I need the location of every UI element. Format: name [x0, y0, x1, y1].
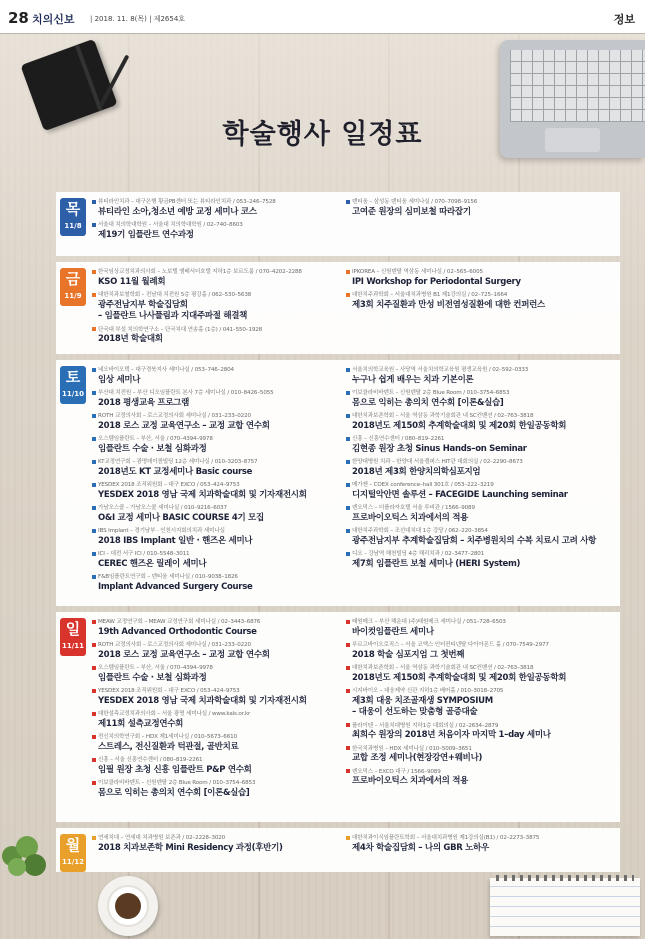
- event-title: 임플란트 수술 · 보철 심화과정: [98, 443, 207, 454]
- event-info-text: 디오 – 강남역 해천빌딩 4층 해리치과 / 02–3477–2801: [352, 551, 485, 557]
- event-title: 2018년도 제150회 추계학술대회 및 제20회 한일공동학회: [352, 672, 567, 683]
- event-info-text: 서울대 치의학대학원 – 서울대 치의학대학원 / 02–740–8603: [98, 222, 243, 228]
- day-date: 11/11: [61, 642, 85, 650]
- event-info: [346, 618, 616, 627]
- event-info: [92, 435, 342, 444]
- cup-decoration: [107, 885, 149, 927]
- bullet-icon: [92, 483, 96, 487]
- event-info-text: 대한설측교정치과의사회 – 서울 광명 세미나실 / www.kals.or.kr: [98, 711, 251, 717]
- event-title: IPI Workshop for Periodontal Surgery: [352, 276, 521, 287]
- bullet-icon: [92, 223, 96, 227]
- event-entry: [92, 458, 342, 478]
- event-title: 임상 세미나: [98, 374, 141, 385]
- event-entry: [92, 221, 342, 241]
- event-info-text: 대한치주과학회 – 서울대치과병원 B1 제1강의실 / 02–725–1664: [352, 292, 508, 298]
- event-entry: [92, 504, 342, 524]
- bullet-icon: [346, 620, 350, 624]
- day-date: 11/12: [61, 858, 85, 866]
- event-title: 2018 평생교육 프로그램: [98, 397, 190, 408]
- event-entry: [346, 389, 616, 409]
- event-title: 교합 조정 세미나(현장강연+웨비나): [352, 753, 483, 763]
- event-info-text: IBS Implant – 경기남부 · 인천시지회의치과 세미나실: [98, 528, 225, 534]
- event-title: 2018 학술 심포지엄 그 첫번째: [352, 649, 465, 660]
- event-title: YESDEX 2018 영남 국제 치과학술대회 및 기자재전시회: [98, 489, 307, 500]
- event-info-text: 대한치과이식임플란트학회 – 서울대치과병원 제1강의실(B1) / 02–2273–3875: [352, 835, 540, 841]
- event-title: 2018년 제3회 한양치의학심포지엄: [352, 466, 481, 477]
- bullet-icon: [92, 552, 96, 556]
- event-info-text: 가남오스콜 – 가남오스콜 세미나실 / 010–9216–6037: [98, 505, 227, 511]
- bullet-icon: [346, 368, 350, 372]
- event-info-text: 오스템임플란트 – 부산, 서울 / 070–4394–9978: [98, 665, 213, 671]
- event-entry: [92, 291, 342, 323]
- event-entry: [346, 435, 616, 455]
- right-column: [346, 366, 616, 573]
- event-info: [346, 722, 616, 731]
- paper-name: 치의신보: [32, 13, 75, 26]
- left-column: [92, 198, 342, 244]
- event-entry: [92, 366, 342, 386]
- bullet-icon: [346, 746, 350, 750]
- bullet-icon: [92, 327, 96, 331]
- event-info-text: 부산대 치전원 – 부산 디오임플란트 본사 7층 세미나실 / 010–8426–5055: [98, 390, 274, 396]
- event-title: 프로바이오틱스 치과에서의 적용: [352, 776, 469, 786]
- day-badge: [60, 198, 86, 236]
- bullet-icon: [92, 836, 96, 840]
- event-title: 2018 로스 교정 교육연구소 – 교정 교합 연수회: [98, 420, 270, 431]
- section-label: 정보: [613, 13, 635, 26]
- event-title: 2018년 학술대회: [98, 334, 163, 344]
- event-entry: [346, 641, 616, 661]
- event-info: [346, 481, 616, 490]
- event-info: [92, 756, 342, 765]
- event-title: 제19기 임플란트 연수과정: [98, 229, 194, 240]
- event-title: 스트레스, 전신질환과 턱관절, 골반치료: [98, 741, 239, 752]
- event-title: 김현종 원장 초청 Sinus Hands–on Seminar: [352, 443, 527, 454]
- event-info: [346, 366, 616, 375]
- bullet-icon: [92, 529, 96, 533]
- event-info-text: 단국대 부설 치의학연구소 – 단국치대 연송홀 (1층) / 041–550–1928: [98, 326, 263, 333]
- right-column: [346, 198, 616, 221]
- event-info-text: 연세치대 – 연세대 치과병원 보존과 / 02–2228–3020: [98, 835, 226, 841]
- bullet-icon: [346, 437, 350, 441]
- event-title: 제3회 대웅 치조골재생 SYMPOSIUM: [352, 695, 493, 706]
- event-entry: [92, 779, 342, 799]
- event-info: [92, 412, 342, 421]
- page-title: 학술행사 일정표: [222, 119, 423, 150]
- event-info-text: KT교정연구회 – 광명데이콤빌딩 12층 세미나실 / 010–3203–8757: [98, 459, 258, 465]
- event-entry: [346, 768, 616, 788]
- event-info: [346, 768, 616, 777]
- event-entry: [346, 745, 616, 765]
- event-info-text: 덴오믹스 – EXCO 대구 / 1566–9089: [352, 768, 441, 775]
- bullet-icon: [346, 529, 350, 533]
- event-info: [92, 481, 342, 490]
- event-info-text: 한양대병원 치과 – 한양대 서울캠퍼스 HIT관 대회의실 / 02–2290–8673: [352, 459, 523, 465]
- event-entry: [92, 412, 342, 432]
- event-info: [346, 198, 616, 207]
- day-section: [56, 262, 620, 354]
- left-column: [92, 268, 342, 349]
- event-info-text: 신흥 – 신흥연수센터 / 080–819–2261: [352, 436, 445, 442]
- event-info-text: IPKOREA – 신원덴탈 역삼동 세미나실 / 02–565–6005: [352, 269, 483, 275]
- event-info: [92, 389, 342, 398]
- left-column: [92, 618, 342, 802]
- event-info-text: 이보클라비바덴트 – 신원덴탈 2층 Blue Room / 010–3754–6853: [352, 390, 510, 396]
- event-info: [346, 389, 616, 398]
- event-info-text: MEAW 교정연구회 – MEAW 교정연구회 세미나실 / 02–3443–6876: [98, 619, 261, 625]
- bullet-icon: [346, 460, 350, 464]
- bullet-icon: [346, 689, 350, 693]
- event-title: 바이컷임플란트 세미나: [352, 626, 434, 637]
- bullet-icon: [346, 836, 350, 840]
- bullet-icon: [92, 689, 96, 693]
- event-title: 제4차 학술집담회 – 나의 GBR 노하우: [352, 842, 489, 853]
- event-info: [92, 618, 342, 627]
- event-entry: [346, 291, 616, 311]
- event-title: 2018 로스 교정 교육연구소 – 교정 교합 연수회: [98, 649, 270, 660]
- event-info: [346, 458, 616, 467]
- right-column: [346, 834, 616, 857]
- bullet-icon: [92, 666, 96, 670]
- event-entry: [92, 618, 342, 638]
- bullet-icon: [346, 666, 350, 670]
- bullet-icon: [92, 414, 96, 418]
- event-info: [92, 504, 342, 513]
- coffee-decoration: [115, 893, 141, 919]
- coffee-cup-decoration: [98, 876, 158, 936]
- bullet-icon: [92, 735, 96, 739]
- event-entry: [346, 458, 616, 478]
- event-entry: [346, 504, 616, 524]
- event-info: [92, 458, 342, 467]
- spiral-notebook-decoration: [490, 878, 640, 936]
- event-entry: [346, 268, 616, 288]
- bullet-icon: [92, 575, 96, 579]
- event-info: [92, 221, 342, 230]
- event-title-subline: – 임플란트 나사풀림과 지대주파절 해결책: [98, 311, 248, 321]
- day-date: 11/8: [64, 222, 82, 230]
- event-info: [92, 198, 342, 207]
- event-title: 뷰티라인 소아,청소년 예방 교정 세미나 코스: [98, 206, 257, 217]
- bullet-icon: [92, 368, 96, 372]
- event-info: [346, 641, 616, 650]
- bullet-icon: [92, 270, 96, 274]
- event-info-text: 덴오믹스 – 더플라자호텔 서울 루비관 / 1566–9089: [352, 505, 475, 511]
- event-entry: [346, 527, 616, 547]
- event-title: O&I 교정 세미나 BASIC COURSE 4기 모집: [98, 512, 264, 523]
- event-entry: [92, 573, 342, 593]
- bullet-icon: [346, 552, 350, 556]
- event-info-text: ROTH 교정의사회 – 로스교정의사회 세미나실 / 031–233–0220: [98, 413, 251, 419]
- page-header: [0, 0, 645, 34]
- event-info: [346, 687, 616, 696]
- event-title: 디지털악안면 솔루션 – FACEGIDE Launching seminar: [352, 489, 568, 500]
- day-badge: [60, 268, 86, 306]
- event-info-text: ROTH 교정의사회 – 로스교정의사회 세미나실 / 031–233–0220: [98, 642, 251, 648]
- event-entry: [346, 412, 616, 432]
- bullet-icon: [346, 643, 350, 647]
- event-info-text: ICI – 대전 서구 ICI / 010–5548–3011: [98, 551, 190, 557]
- bullet-icon: [92, 391, 96, 395]
- event-title: 2018년도 KT 교정세미나 Basic course: [98, 466, 253, 477]
- event-title-subline: – 대웅이 선도하는 맞춤형 골증대술: [352, 707, 478, 717]
- event-title: CEREC 핸즈온 릴레이 세미나: [98, 558, 207, 569]
- bullet-icon: [92, 620, 96, 624]
- event-entry: [92, 268, 342, 288]
- bullet-icon: [92, 643, 96, 647]
- bullet-icon: [346, 414, 350, 418]
- event-title: 광주전남지부 추계학술집담회 – 치주병원치의 수복 치료시 고려 사항: [352, 535, 597, 546]
- event-info-text: 오스템임플란트 – 부산, 서울 / 070–4394–9978: [98, 436, 213, 442]
- event-title: 제7회 임플란트 보철 세미나 (HERI System): [352, 558, 521, 569]
- day-section: [56, 612, 620, 822]
- issue-info: | 2018. 11. 8(목) | 제2654호: [90, 15, 186, 23]
- event-title: 19th Advanced Orthodontic Course: [98, 626, 257, 637]
- event-info: [92, 326, 342, 335]
- event-info: [346, 504, 616, 513]
- event-title: 2018 치과보존학 Mini Residency 과정(후반기): [98, 842, 283, 853]
- event-entry: [92, 641, 342, 661]
- event-info: [92, 641, 342, 650]
- event-title: YESDEX 2018 영남 국제 치과학술대회 및 기자재전시회: [98, 695, 307, 706]
- event-entry: [92, 435, 342, 455]
- event-info-text: 한국임상교정치과의사회 – 노보텔 앰배서더호텔 지하1층 보르도룸 / 070–4202–2288: [98, 269, 302, 275]
- event-info: [346, 527, 616, 536]
- bullet-icon: [346, 293, 350, 297]
- event-title: 최희수 원장의 2018년 처음이자 마지막 1–day 세미나: [352, 730, 551, 740]
- event-info-text: 대한치주과학회 – 조선대치대 1층 강당 / 062–220–3854: [352, 528, 488, 534]
- event-info: [346, 291, 616, 300]
- event-info: [92, 291, 342, 300]
- event-entry: [92, 481, 342, 501]
- event-info: [346, 664, 616, 673]
- day-label: 일: [65, 620, 81, 638]
- bullet-icon: [92, 712, 96, 716]
- event-info-text: 대한치과보존학회 – 서울 역삼동 과학기술회관 내 SC컨벤션 / 02–763–3818: [352, 665, 534, 671]
- event-entry: [92, 687, 342, 707]
- event-info: [92, 834, 342, 843]
- event-entry: [92, 198, 342, 218]
- day-badge: [60, 834, 86, 872]
- bullet-icon: [92, 437, 96, 441]
- bullet-icon: [92, 200, 96, 204]
- event-entry: [92, 834, 342, 854]
- event-info: [346, 745, 616, 754]
- bullet-icon: [346, 723, 350, 727]
- event-entry: [346, 687, 616, 719]
- event-title: Implant Advanced Surgery Course: [98, 581, 253, 592]
- event-entry: [92, 710, 342, 730]
- event-entry: [92, 550, 342, 570]
- event-info: [92, 710, 342, 719]
- bullet-icon: [346, 506, 350, 510]
- event-info: [346, 268, 616, 277]
- bullet-icon: [92, 293, 96, 297]
- event-entry: [346, 198, 616, 218]
- event-entry: [346, 481, 616, 501]
- event-entry: [346, 834, 616, 854]
- day-section: [56, 360, 620, 606]
- event-entry: [346, 722, 616, 742]
- event-title: 임플란트 수술 · 보철 심화과정: [98, 672, 207, 683]
- event-title: 몸으로 익히는 총의치 연수회 [이론&실습]: [352, 397, 504, 408]
- event-info: [92, 733, 342, 742]
- event-info-text: 덴티움 – 삼성동 덴티움 세미나실 / 070–7098–9156: [352, 199, 478, 205]
- event-title: 제3회 치주질환과 만성 비전염성질환에 대한 컨퍼런스: [352, 299, 545, 310]
- event-info-text: 대한치과보존학회 – 서울 역삼동 과학기술회관 내 SC컨벤션 / 02–763–3818: [352, 413, 534, 419]
- day-label: 토: [65, 368, 81, 386]
- day-label: 월: [65, 836, 81, 854]
- event-info: [346, 834, 616, 843]
- event-info-text: 대한치과보철학회 – 전남대 치전원 5층 평강홀 / 062–530–5638: [98, 292, 252, 298]
- event-entry: [92, 756, 342, 776]
- day-section: [56, 192, 620, 256]
- event-info: [92, 687, 342, 696]
- event-entry: [92, 664, 342, 684]
- day-label: 금: [65, 270, 81, 288]
- event-info-text: F&B임플란트연구회 – 덴티움 세미나실 / 010–9038–1826: [98, 574, 238, 580]
- bullet-icon: [92, 758, 96, 762]
- event-info-text: 전신치의학연구회 – HDX 제1세미나실 / 010–5673–6610: [98, 734, 237, 740]
- event-info-text: 이보클라비바덴트 – 신원덴탈 2층 Blue Room / 010–3754–6853: [98, 780, 256, 786]
- event-info: [92, 664, 342, 673]
- event-title: 프로바이오틱스 치과에서의 적용: [352, 512, 469, 523]
- event-entry: [92, 733, 342, 753]
- event-info: [346, 412, 616, 421]
- event-title: 2018 IBS Implant 일반 · 핸즈온 세미나: [98, 535, 253, 546]
- event-info: [92, 268, 342, 277]
- event-info: [92, 366, 342, 375]
- event-info-text: 신흥 – 서울 신흥연수센터 / 080–819–2261: [98, 757, 203, 763]
- event-info-text: 메가젠 – COEX conference–hall 301호 / 053–222–3219: [352, 482, 494, 488]
- right-column: [346, 268, 616, 314]
- plant-decoration: [2, 836, 48, 878]
- event-info: [346, 435, 616, 444]
- day-date: 11/10: [61, 390, 85, 398]
- event-title: 누구나 쉽게 배우는 치과 기본이론: [352, 374, 474, 385]
- right-column: [346, 618, 616, 791]
- day-date: 11/9: [64, 292, 82, 300]
- event-title: 제11회 설측교정연수회: [98, 718, 184, 729]
- bullet-icon: [92, 506, 96, 510]
- event-info-text: 푸르고바이오로직스 – 서울 코엑스 인터컨티넨탈 다이아몬드 홀 / 070–7549–2977: [352, 642, 549, 648]
- event-entry: [92, 527, 342, 547]
- left-column: [92, 366, 342, 596]
- event-info-text: 한국치과병원 – HDX 세미나실 / 010–5009–3651: [352, 745, 472, 752]
- event-title: 2018년도 제150회 추계학술대회 및 제20회 한일공동학회: [352, 420, 567, 431]
- event-info-text: YESDEX 2018 조직위원회 – 대구 EXCO / 053–424–9753: [98, 482, 240, 488]
- event-entry: [92, 326, 342, 346]
- event-entry: [92, 389, 342, 409]
- event-info-text: 뷰티라인치과 – 대구은행 황금PB센터 또는 뷰티라인치과 / 053–246–7528: [98, 199, 276, 205]
- event-entry: [346, 618, 616, 638]
- event-title: 임필 원장 초청 신흥 임플란트 P&P 연수회: [98, 764, 252, 775]
- event-entry: [346, 664, 616, 684]
- page-number: 28: [8, 9, 29, 27]
- event-title: 몸으로 익히는 총의치 연수회 [이론&실습]: [98, 787, 250, 798]
- bullet-icon: [346, 483, 350, 487]
- event-info: [346, 550, 616, 559]
- day-section: [56, 828, 620, 872]
- bullet-icon: [346, 391, 350, 395]
- bullet-icon: [346, 270, 350, 274]
- bullet-icon: [346, 200, 350, 204]
- event-info-text: 시지바이오 – 대웅제약 신관 지하1층 베어홀 / 010–3018–2705: [352, 688, 504, 694]
- event-entry: [346, 550, 616, 570]
- left-column: [92, 834, 342, 857]
- event-info: [92, 573, 342, 582]
- bullet-icon: [346, 769, 350, 773]
- day-badge: [60, 618, 86, 656]
- bullet-icon: [92, 460, 96, 464]
- event-title: 고여준 원장의 심미보철 따라잡기: [352, 206, 471, 217]
- event-entry: [346, 366, 616, 386]
- bullet-icon: [92, 781, 96, 785]
- day-label: 목: [65, 200, 81, 218]
- event-info-text: YESDEX 2018 조직위원회 – 대구 EXCO / 053–424–9753: [98, 688, 240, 694]
- day-badge: [60, 366, 86, 404]
- event-info: [92, 779, 342, 788]
- event-title: 광주전남지부 학술집담회: [98, 299, 188, 310]
- event-info-text: 네오바이오텍 – 대구경북지사 세미나실 / 053–746–2804: [98, 367, 234, 373]
- event-info-text: 플라이텐 – 서울치대병원 지하1층 대회의실 / 02–2634–2879: [352, 722, 499, 729]
- event-info: [92, 527, 342, 536]
- event-info: [92, 550, 342, 559]
- event-info-text: 태원메크 – 부산 해운대 (주)태원메크 세미나실 / 051–728–6503: [352, 619, 506, 625]
- event-info-text: 서울치의학교육원 – 사당역 서울치의학교육원 평생교육원 / 02–592–0333: [352, 367, 529, 373]
- event-title: KSO 11월 월례회: [98, 276, 166, 287]
